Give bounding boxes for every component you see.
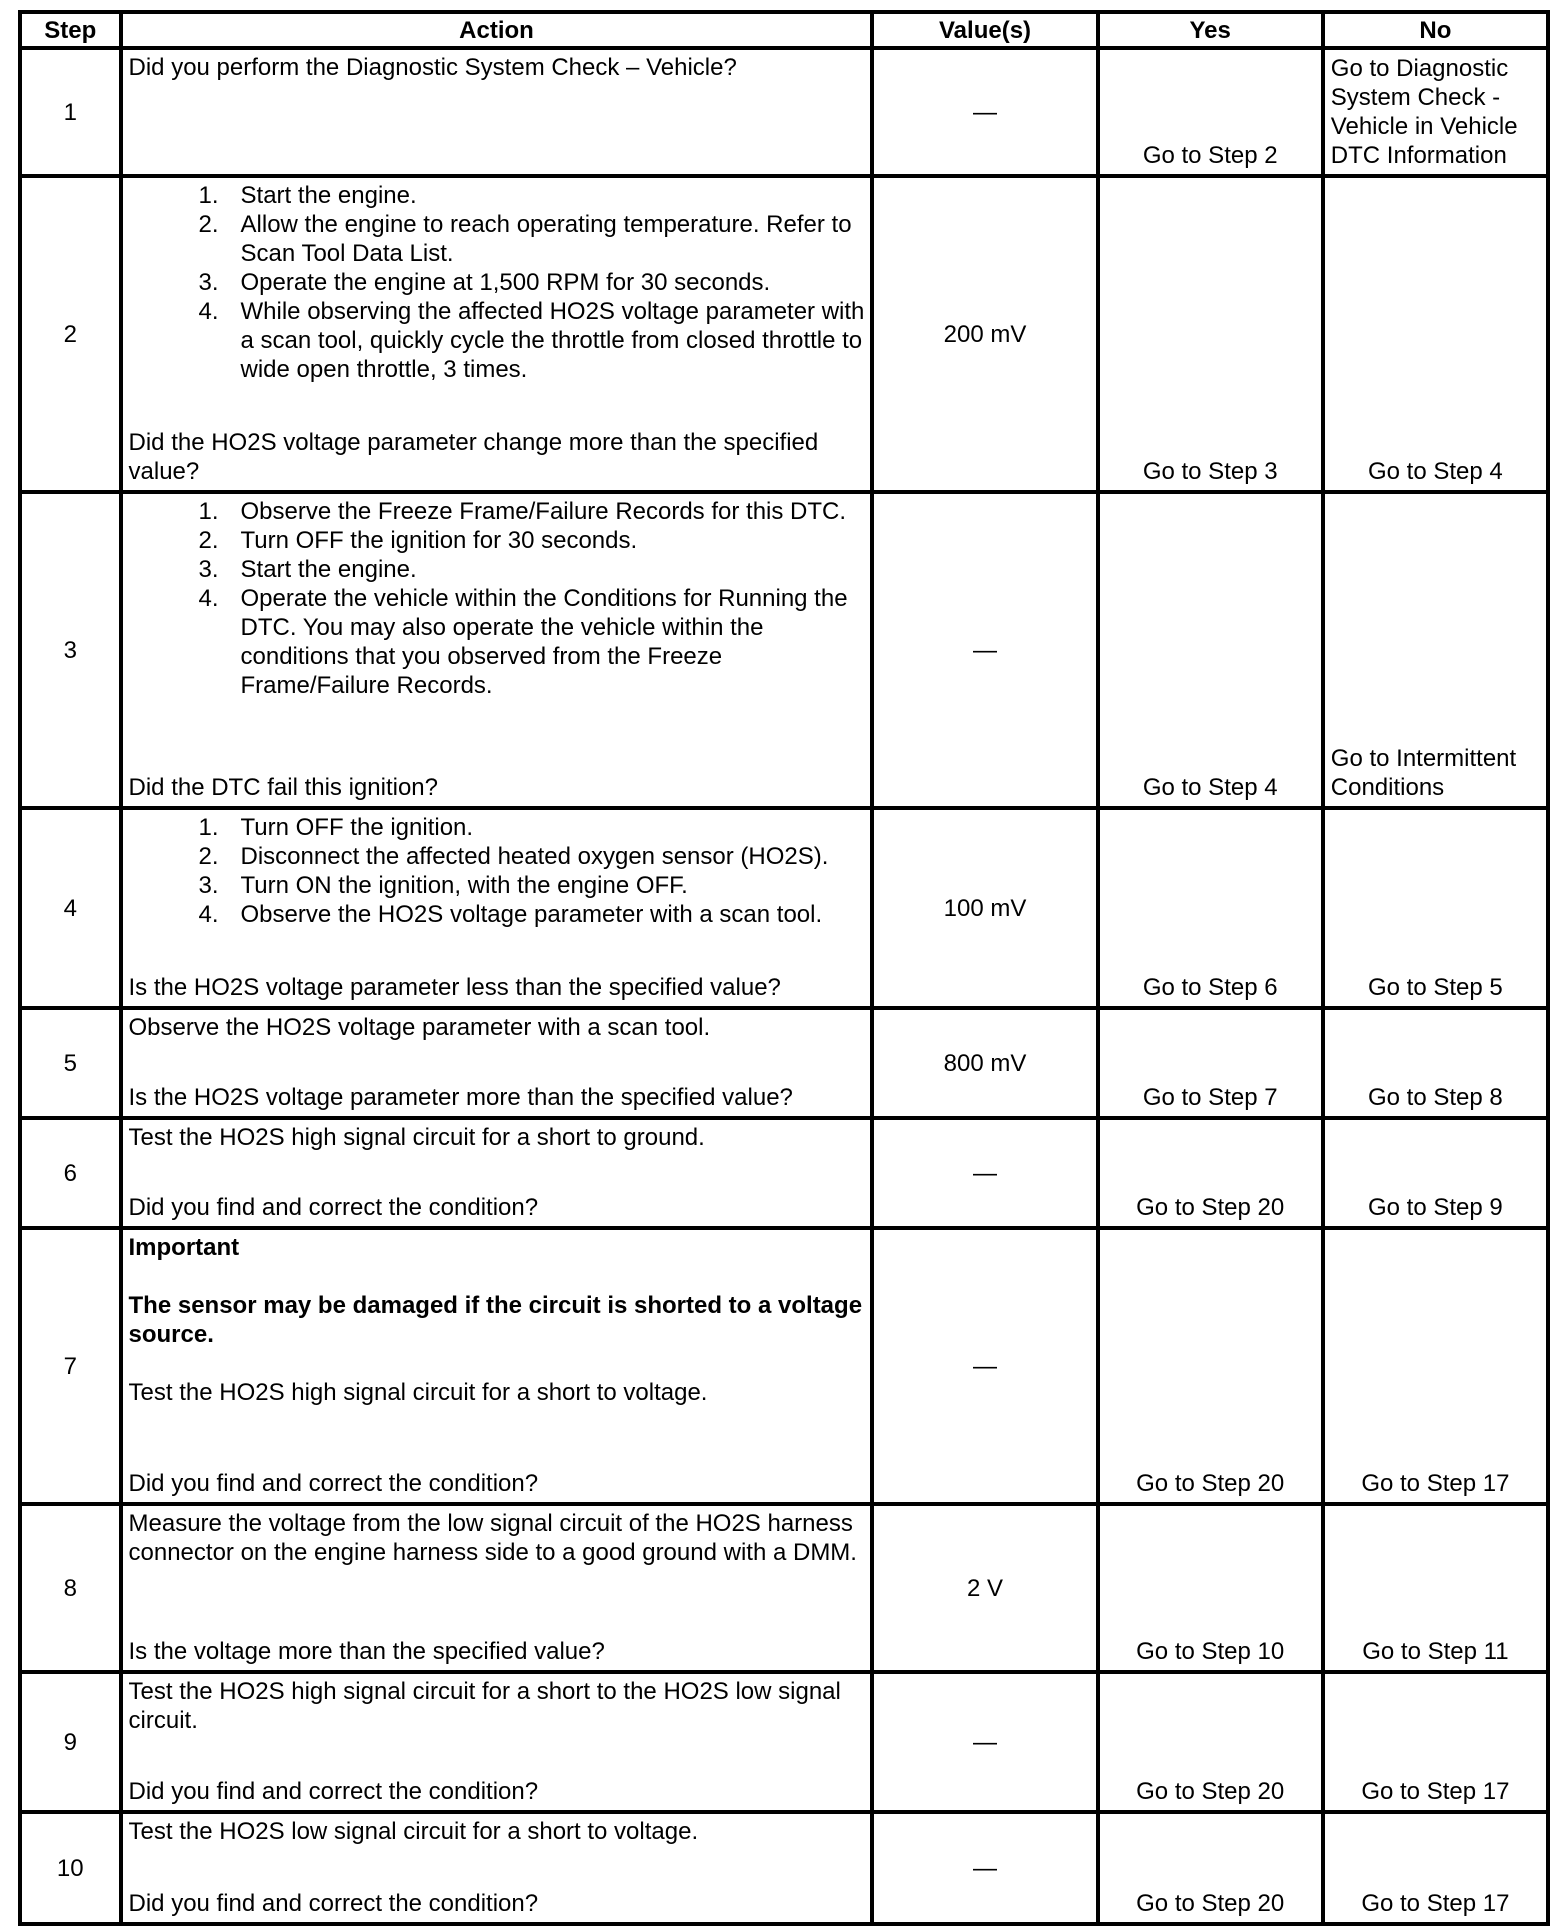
no-link[interactable]: Go to Step 8 (1368, 1084, 1503, 1111)
action-cell (121, 1812, 873, 1924)
step-number: 1 (20, 48, 121, 176)
table-row (20, 1672, 1548, 1812)
table-row (20, 492, 1548, 808)
action-question: Did you find and correct the condition? (128, 1470, 539, 1497)
list-item: 3. Start the engine. (198, 556, 417, 583)
value-cell: 100 mV (872, 808, 1097, 1008)
action-cell (121, 1118, 873, 1228)
value-cell: — (872, 1118, 1097, 1228)
table-row (20, 1118, 1548, 1228)
list-item: 4. While observing the affected HO2S voltage parameter with a scan tool, quickly cycle the throttle from closed throttle to wide open throttle, 3 times. (198, 298, 865, 383)
header-values: Value(s) (872, 12, 1097, 48)
table-row (20, 808, 1548, 1008)
action-cell (121, 1504, 873, 1672)
yes-cell (1098, 1812, 1323, 1924)
header-step: Step (20, 12, 121, 48)
value-cell: — (872, 48, 1097, 176)
action-cell (121, 1228, 873, 1504)
step-number: 10 (20, 1812, 121, 1924)
action-steps (129, 181, 865, 384)
action-cell (121, 1008, 873, 1118)
no-link[interactable]: Go to Diagnostic System Check - Vehicle in Vehicle DTC Information (1330, 55, 1518, 169)
list-item: 1. Observe the Freeze Frame/Failure Records for this DTC. (198, 498, 847, 525)
yes-link[interactable]: Go to Step 20 (1136, 1470, 1285, 1497)
no-cell (1323, 1118, 1548, 1228)
action-question: Is the HO2S voltage parameter less than the specified value? (128, 974, 781, 1001)
yes-link[interactable]: Go to Step 2 (1142, 142, 1278, 169)
header-row (20, 12, 1548, 48)
list-item: 2. Turn OFF the ignition for 30 seconds. (198, 527, 638, 554)
action-steps (129, 813, 865, 929)
list-item: 2. Allow the engine to reach operating temperature. Refer to Scan Tool Data List. (198, 211, 852, 267)
table-row (20, 1228, 1548, 1504)
important-label: Important (128, 1234, 240, 1261)
no-cell (1323, 1812, 1548, 1924)
header-action: Action (121, 12, 873, 48)
action-text: Observe the HO2S voltage parameter with a scan tool. (128, 1014, 711, 1041)
yes-link[interactable]: Go to Step 7 (1142, 1084, 1278, 1111)
action-question: Did you find and correct the condition? (128, 1890, 539, 1917)
step-number: 6 (20, 1118, 121, 1228)
yes-link[interactable]: Go to Step 6 (1142, 974, 1278, 1001)
no-link[interactable]: Go to Step 17 (1361, 1890, 1510, 1917)
action-cell (121, 48, 873, 176)
yes-cell (1098, 1118, 1323, 1228)
action-text: Test the HO2S low signal circuit for a short to voltage. (128, 1818, 699, 1845)
step-number: 8 (20, 1504, 121, 1672)
list-item: 3. Operate the engine at 1,500 RPM for 30 seconds. (198, 269, 771, 296)
no-cell (1323, 1228, 1548, 1504)
action-cell (121, 176, 873, 492)
yes-cell (1098, 176, 1323, 492)
yes-cell (1098, 1672, 1323, 1812)
no-link[interactable]: Go to Step 4 (1368, 458, 1503, 485)
value-cell: — (872, 1228, 1097, 1504)
no-cell (1323, 176, 1548, 492)
step-number: 9 (20, 1672, 121, 1812)
yes-cell (1098, 48, 1323, 176)
list-item: 2. Disconnect the affected heated oxygen sensor (HO2S). (198, 843, 829, 870)
no-cell (1323, 1008, 1548, 1118)
action-question: Is the HO2S voltage parameter more than the specified value? (128, 1084, 793, 1111)
action-cell (121, 808, 873, 1008)
no-link[interactable]: Go to Step 17 (1361, 1778, 1510, 1805)
header-yes: Yes (1098, 12, 1323, 48)
step-number: 7 (20, 1228, 121, 1504)
yes-cell (1098, 1228, 1323, 1504)
no-cell (1323, 48, 1548, 176)
action-text: Test the HO2S high signal circuit for a short to ground. (128, 1124, 705, 1151)
table-row (20, 1008, 1548, 1118)
no-cell (1323, 1672, 1548, 1812)
list-item: 1. Start the engine. (198, 182, 417, 209)
yes-link[interactable]: Go to Step 10 (1136, 1638, 1285, 1665)
action-question: Is the voltage more than the specified value? (128, 1638, 605, 1665)
yes-link[interactable]: Go to Step 4 (1142, 774, 1278, 801)
yes-cell (1098, 492, 1323, 808)
header-no: No (1323, 12, 1548, 48)
action-text: Test the HO2S high signal circuit for a short to voltage. (128, 1379, 708, 1406)
action-cell (121, 1672, 873, 1812)
no-cell (1323, 1504, 1548, 1672)
action-steps (129, 497, 865, 700)
list-item: 3. Turn ON the ignition, with the engine OFF. (198, 872, 688, 899)
step-number: 3 (20, 492, 121, 808)
step-number: 4 (20, 808, 121, 1008)
action-text: Did you perform the Diagnostic System Check – Vehicle? (128, 54, 737, 81)
no-link[interactable]: Go to Step 9 (1368, 1194, 1503, 1221)
yes-link[interactable]: Go to Step 3 (1142, 458, 1278, 485)
value-cell: 2 V (872, 1504, 1097, 1672)
yes-link[interactable]: Go to Step 20 (1136, 1194, 1285, 1221)
yes-cell (1098, 808, 1323, 1008)
yes-link[interactable]: Go to Step 20 (1136, 1778, 1285, 1805)
action-question: Did you find and correct the condition? (128, 1778, 539, 1805)
yes-cell (1098, 1504, 1323, 1672)
action-text: Test the HO2S high signal circuit for a short to the HO2S low signal circuit. (128, 1678, 841, 1734)
action-text: Measure the voltage from the low signal circuit of the HO2S harness connector on the engine harness side to a good ground with a DMM. (128, 1510, 857, 1566)
important-text: The sensor may be damaged if the circuit is shorted to a voltage source. (128, 1292, 863, 1348)
value-cell: 200 mV (872, 176, 1097, 492)
yes-link[interactable]: Go to Step 20 (1136, 1890, 1285, 1917)
no-link[interactable]: Go to Intermittent Conditions (1330, 745, 1517, 801)
diagnostic-table (18, 10, 1550, 1926)
no-link[interactable]: Go to Step 17 (1361, 1470, 1510, 1497)
action-cell (121, 492, 873, 808)
yes-cell (1098, 1008, 1323, 1118)
no-link[interactable]: Go to Step 5 (1368, 974, 1503, 1001)
value-cell: 800 mV (872, 1008, 1097, 1118)
list-item: 4. Observe the HO2S voltage parameter with a scan tool. (198, 901, 823, 928)
value-cell: — (872, 1812, 1097, 1924)
step-number: 2 (20, 176, 121, 492)
value-cell: — (872, 492, 1097, 808)
list-item: 1. Turn OFF the ignition. (198, 814, 474, 841)
no-link[interactable]: Go to Step 11 (1362, 1638, 1509, 1665)
action-question: Did you find and correct the condition? (128, 1194, 539, 1221)
no-cell (1323, 808, 1548, 1008)
table-row (20, 176, 1548, 492)
action-question: Did the DTC fail this ignition? (128, 774, 438, 801)
table-row (20, 1812, 1548, 1924)
table-row (20, 1504, 1548, 1672)
value-cell: — (872, 1672, 1097, 1812)
no-cell (1323, 492, 1548, 808)
step-number: 5 (20, 1008, 121, 1118)
list-item: 4. Operate the vehicle within the Conditions for Running the DTC. You may also operate the vehicle within the conditions that you observed from the Freeze Frame/Failure Records. (198, 585, 848, 699)
action-question: Did the HO2S voltage parameter change more than the specified value? (128, 429, 819, 485)
table-row (20, 48, 1548, 176)
